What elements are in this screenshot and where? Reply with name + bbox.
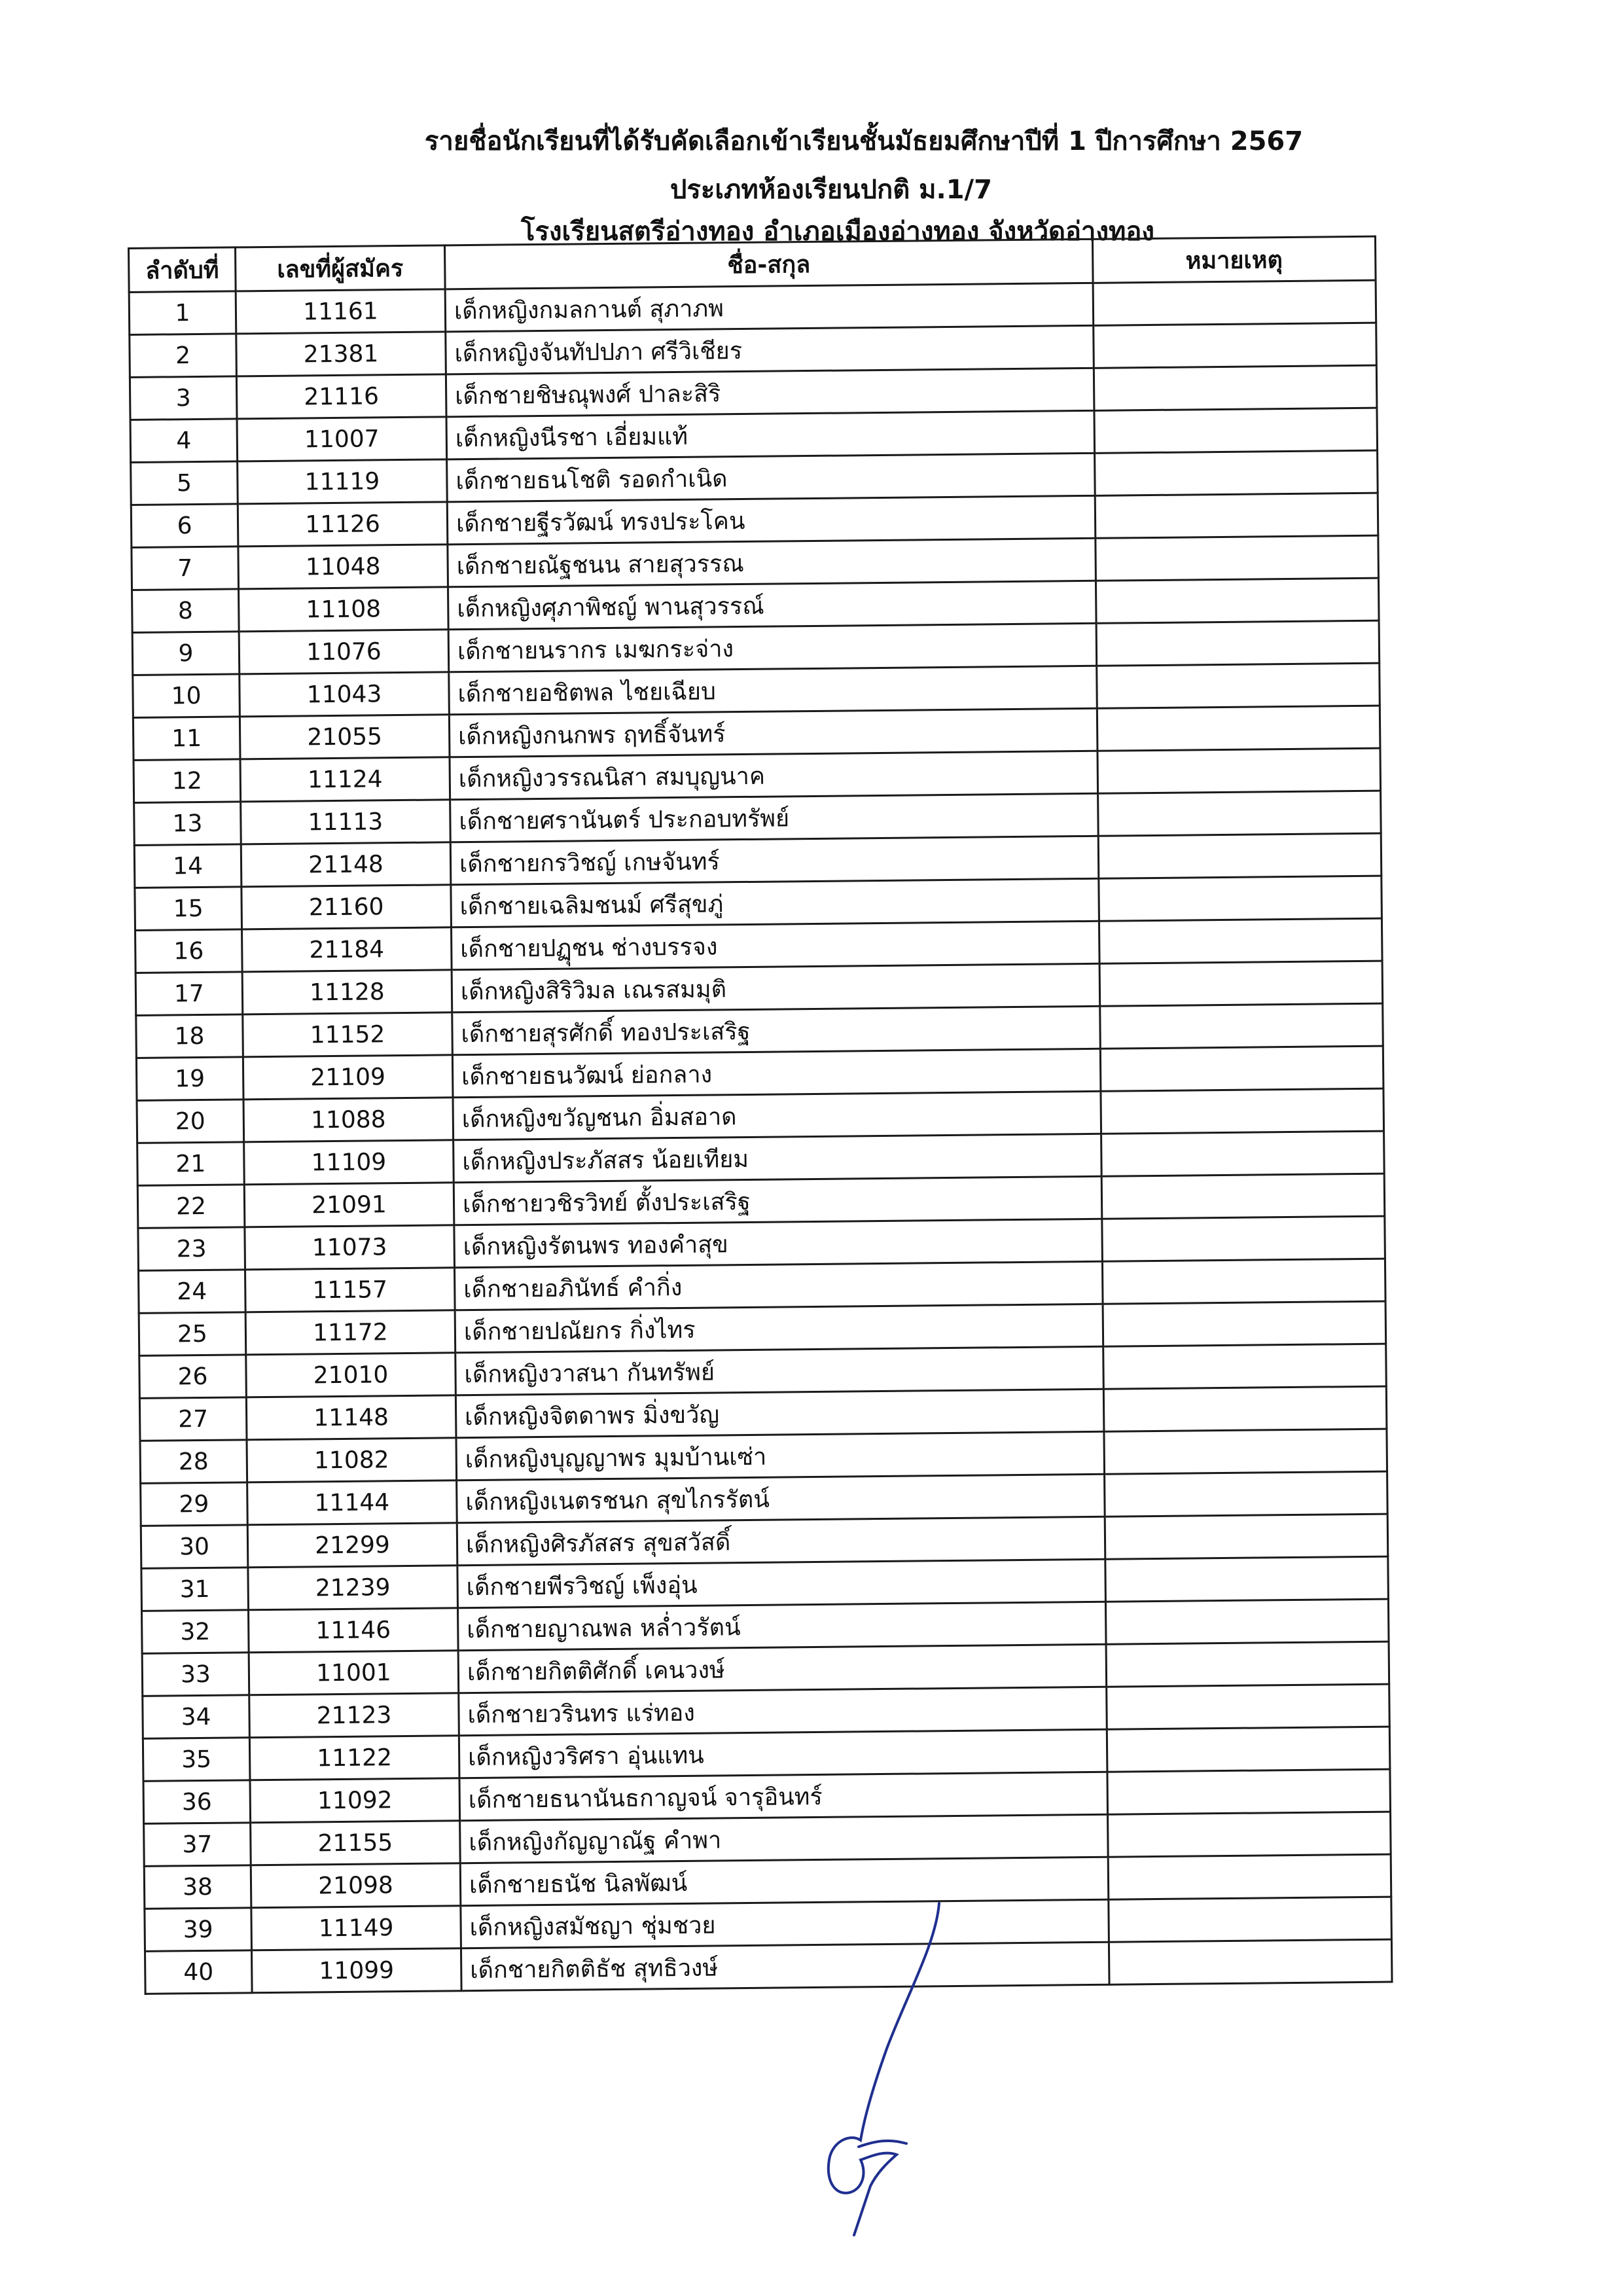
cell-full-name: เด็กหญิงจิตดาพร มิ่งขวัญ <box>455 1389 1104 1438</box>
cell-applicant-number: 21098 <box>251 1863 461 1908</box>
cell-applicant-number: 11161 <box>236 289 446 334</box>
cell-order: 11 <box>133 717 240 761</box>
cell-order: 17 <box>135 972 243 1016</box>
cell-full-name: เด็กหญิงขวัญชนก อิ่มสอาด <box>453 1091 1101 1140</box>
cell-order: 32 <box>141 1610 249 1654</box>
cell-full-name: เด็กชายญาณพล หล่ำวรัตน์ <box>457 1602 1106 1651</box>
cell-applicant-number: 11144 <box>247 1480 457 1525</box>
column-header-remarks: หมายเหตุ <box>1092 236 1376 283</box>
cell-remarks <box>1102 1216 1385 1261</box>
cell-remarks <box>1099 918 1382 963</box>
cell-applicant-number: 11152 <box>243 1013 453 1057</box>
cell-remarks <box>1094 408 1378 453</box>
cell-order: 9 <box>132 632 240 675</box>
cell-full-name: เด็กหญิงศิรภัสสร สุขสวัสดิ์ <box>457 1516 1105 1566</box>
cell-remarks <box>1103 1301 1386 1346</box>
cell-full-name: เด็กหญิงสิริวิมล เณรสมมุติ <box>452 963 1100 1013</box>
cell-applicant-number: 11048 <box>238 545 448 589</box>
cell-remarks <box>1106 1641 1389 1687</box>
cell-remarks <box>1096 535 1379 581</box>
cell-order: 31 <box>141 1568 249 1611</box>
cell-remarks <box>1105 1471 1388 1516</box>
cell-order: 34 <box>143 1695 250 1739</box>
cell-full-name: เด็กชายกรวิชญ์ เกษจันทร์ <box>450 836 1099 885</box>
cell-applicant-number: 11043 <box>240 672 450 717</box>
cell-order: 15 <box>135 887 242 931</box>
cell-remarks <box>1099 876 1382 921</box>
cell-applicant-number: 11092 <box>250 1778 460 1823</box>
column-header-applicant-number: เลขที่ผู้สมัคร <box>236 245 446 291</box>
cell-full-name: เด็กหญิงจันทัปปภา ศรีวิเชียร <box>446 325 1094 374</box>
cell-full-name: เด็กชายธนโชติ รอดกำเนิด <box>447 453 1096 502</box>
cell-remarks <box>1104 1429 1387 1474</box>
cell-applicant-number: 11109 <box>244 1140 454 1185</box>
cell-remarks <box>1094 323 1377 368</box>
cell-full-name: เด็กหญิงรัตนพร ทองคำสุข <box>454 1219 1103 1268</box>
cell-order: 39 <box>145 1908 252 1952</box>
cell-applicant-number: 11099 <box>251 1948 461 1993</box>
cell-full-name: เด็กชายกิตติศักดิ์ เคนวงษ์ <box>458 1644 1107 1693</box>
cell-order: 29 <box>141 1482 248 1526</box>
cell-full-name: เด็กหญิงประภัสสร น้อยเทียม <box>454 1134 1102 1183</box>
student-roster-table <box>128 236 1393 1995</box>
cell-remarks <box>1095 493 1378 538</box>
cell-order: 35 <box>143 1738 250 1782</box>
cell-applicant-number: 21116 <box>236 374 446 419</box>
cell-full-name: เด็กชายปฏุชน ช่างบรรจง <box>451 921 1099 970</box>
cell-full-name: เด็กหญิงวรรณนิสา สมบุญนาค <box>450 751 1098 800</box>
column-header-full-name: ชื่อ-สกุล <box>444 239 1093 289</box>
cell-remarks <box>1107 1769 1391 1814</box>
cell-full-name: เด็กชายอภินัทธ์ คำกิ่ง <box>454 1261 1103 1310</box>
cell-applicant-number: 21155 <box>251 1821 461 1865</box>
cell-full-name: เด็กชายนรากร เมฆกระจ่าง <box>448 623 1097 672</box>
cell-order: 10 <box>133 674 240 718</box>
roster-body <box>129 280 1392 1994</box>
school-name: โรงเรียนสตรีอ่างทอง อำเภอเมืองอ่างทอง จังหวัดอ่างทอง <box>521 217 1154 247</box>
cell-applicant-number: 21123 <box>249 1693 459 1738</box>
cell-order: 30 <box>141 1525 248 1569</box>
cell-order: 8 <box>132 589 240 633</box>
cell-full-name: เด็กชายวชิรวิทย์ ตั้งประเสริฐ <box>454 1176 1102 1225</box>
cell-full-name: เด็กหญิงศุภาพิชญ์ พานสุวรรณ์ <box>448 581 1097 630</box>
cell-remarks <box>1094 365 1377 410</box>
cell-remarks <box>1105 1556 1389 1602</box>
cell-remarks <box>1103 1344 1387 1389</box>
cell-full-name: เด็กชายชิษณุพงศ์ ปาละสิริ <box>446 368 1094 417</box>
document-title: รายชื่อนักเรียนที่ได้รับคัดเลือกเข้าเรียนชั้นมัธยมศึกษาปีที่ 1 ปีการศึกษา 2567 <box>424 126 1304 156</box>
cell-full-name: เด็กชายเฉลิมชนม์ ศรีสุขภู่ <box>451 878 1099 927</box>
cell-applicant-number: 21299 <box>247 1523 457 1568</box>
cell-applicant-number: 11146 <box>248 1608 458 1653</box>
cell-remarks <box>1108 1854 1391 1899</box>
cell-applicant-number: 21381 <box>236 332 446 376</box>
cell-order: 13 <box>134 802 241 846</box>
cell-applicant-number: 11082 <box>247 1438 457 1482</box>
cell-applicant-number: 11073 <box>245 1225 455 1270</box>
cell-applicant-number: 11157 <box>245 1268 455 1312</box>
cell-full-name: เด็กหญิงวริศรา อุ่นแทน <box>459 1729 1107 1778</box>
cell-remarks <box>1108 1812 1391 1857</box>
cell-full-name: เด็กหญิงวาสนา กันทรัพย์ <box>455 1346 1104 1395</box>
cell-remarks <box>1100 1003 1383 1049</box>
cell-applicant-number: 11076 <box>239 630 449 674</box>
cell-remarks <box>1095 450 1378 495</box>
cell-applicant-number: 21091 <box>244 1183 454 1227</box>
cell-order: 16 <box>135 929 243 973</box>
cell-order: 21 <box>137 1142 245 1186</box>
cell-full-name: เด็กชายณัฐชนน สายสุวรรณ <box>448 538 1096 587</box>
cell-order: 6 <box>131 504 238 548</box>
cell-order: 38 <box>144 1865 251 1909</box>
cell-full-name: เด็กชายสุรศักดิ์ ทองประเสริฐ <box>452 1006 1101 1055</box>
cell-applicant-number: 11124 <box>240 757 450 802</box>
cell-remarks <box>1101 1131 1385 1176</box>
cell-order: 26 <box>139 1355 247 1399</box>
cell-applicant-number: 21055 <box>240 715 450 759</box>
cell-order: 40 <box>145 1950 252 1994</box>
cell-full-name: เด็กหญิงบุญญาพร มุมบ้านเซ่า <box>456 1431 1105 1480</box>
cell-full-name: เด็กชายพีรวิชญ์ เพ็งอุ่น <box>457 1559 1106 1608</box>
cell-remarks <box>1097 706 1380 751</box>
cell-order: 7 <box>132 547 239 590</box>
cell-applicant-number: 11148 <box>246 1395 456 1440</box>
cell-applicant-number: 11108 <box>239 587 449 632</box>
cell-full-name: เด็กชายวรินทร แร่ทอง <box>459 1687 1107 1736</box>
cell-full-name: เด็กหญิงกมลกานต์ สุภาภพ <box>445 283 1094 332</box>
cell-full-name: เด็กหญิงนีรชา เอี่ยมแท้ <box>446 410 1095 459</box>
cell-full-name: เด็กชายธนัช นิลพัฒน์ <box>460 1857 1109 1906</box>
cell-applicant-number: 11172 <box>245 1310 455 1355</box>
cell-order: 19 <box>136 1057 243 1101</box>
cell-remarks <box>1100 1046 1383 1091</box>
cell-full-name: เด็กชายปณัยกร กิ่งไทร <box>455 1304 1103 1353</box>
cell-applicant-number: 11119 <box>238 459 448 504</box>
cell-applicant-number: 11149 <box>251 1906 461 1950</box>
cell-applicant-number: 11113 <box>241 800 451 844</box>
cell-applicant-number: 11126 <box>238 502 448 547</box>
cell-applicant-number: 21148 <box>241 842 451 887</box>
cell-remarks <box>1096 620 1380 666</box>
cell-order: 33 <box>142 1653 249 1696</box>
classroom-type: ประเภทห้องเรียนปกติ ม.1/7 <box>670 175 992 205</box>
cell-applicant-number: 21109 <box>243 1055 453 1100</box>
cell-order: 5 <box>131 461 238 505</box>
cell-applicant-number: 11001 <box>249 1651 459 1695</box>
cell-applicant-number: 21239 <box>248 1566 458 1610</box>
cell-remarks <box>1097 663 1380 708</box>
cell-order: 22 <box>137 1185 245 1229</box>
cell-remarks <box>1105 1599 1389 1644</box>
cell-remarks <box>1107 1684 1390 1729</box>
cell-full-name: เด็กหญิงกนกพร ฤทธิ์จันทร์ <box>449 708 1097 757</box>
cell-remarks <box>1107 1727 1390 1772</box>
cell-full-name: เด็กหญิงสมัชญา ชุ่มชวย <box>461 1899 1109 1948</box>
signature <box>772 1898 969 2238</box>
cell-full-name: เด็กชายอชิตพล ไชยเฉียบ <box>449 666 1097 715</box>
cell-order: 14 <box>134 844 241 888</box>
cell-order: 2 <box>130 334 237 378</box>
cell-full-name: เด็กชายธนานันธกาญจน์ จารุอินทร์ <box>459 1772 1108 1821</box>
cell-remarks <box>1102 1259 1385 1304</box>
cell-full-name: เด็กหญิงเนตรชนก สุขไกรรัตน์ <box>457 1474 1105 1523</box>
cell-remarks <box>1101 1088 1384 1134</box>
cell-applicant-number: 21160 <box>241 885 452 929</box>
cell-remarks <box>1101 1174 1385 1219</box>
cell-order: 37 <box>144 1823 251 1867</box>
cell-remarks <box>1093 280 1376 325</box>
cell-applicant-number: 11128 <box>242 970 452 1014</box>
cell-order: 23 <box>138 1227 245 1271</box>
cell-order: 36 <box>143 1780 251 1824</box>
cell-order: 25 <box>139 1312 246 1356</box>
cell-order: 28 <box>140 1440 247 1484</box>
cell-remarks <box>1105 1514 1388 1559</box>
cell-full-name: เด็กชายฐีรวัฒน์ ทรงประโคน <box>447 495 1096 545</box>
cell-order: 18 <box>136 1014 243 1058</box>
cell-full-name: เด็กชายกิตติธัช สุทธิวงษ์ <box>461 1942 1109 1991</box>
cell-order: 20 <box>137 1100 244 1143</box>
cell-order: 12 <box>134 759 241 803</box>
cell-full-name: เด็กชายศรานันตร์ ประกอบทรัพย์ <box>450 793 1099 842</box>
cell-remarks <box>1097 748 1381 793</box>
cell-remarks <box>1103 1386 1387 1431</box>
cell-remarks <box>1099 961 1383 1006</box>
cell-order: 3 <box>130 376 237 420</box>
cell-remarks <box>1109 1897 1392 1942</box>
cell-remarks <box>1098 791 1382 836</box>
cell-applicant-number: 21010 <box>246 1353 456 1397</box>
cell-order: 27 <box>139 1397 247 1441</box>
cell-full-name: เด็กหญิงกัญญาณัฐ คำพา <box>460 1814 1109 1863</box>
column-header-order: ลำดับที่ <box>129 247 236 293</box>
cell-applicant-number: 11088 <box>243 1098 454 1142</box>
cell-order: 4 <box>130 419 238 463</box>
cell-remarks <box>1109 1939 1392 1984</box>
cell-full-name: เด็กชายธนวัฒน์ ย่อกลาง <box>452 1049 1101 1098</box>
cell-order: 24 <box>139 1270 246 1314</box>
cell-remarks <box>1096 578 1379 623</box>
cell-applicant-number: 11122 <box>249 1736 459 1780</box>
cell-remarks <box>1098 833 1382 878</box>
cell-order: 1 <box>129 291 236 335</box>
cell-applicant-number: 21184 <box>242 927 452 972</box>
cell-applicant-number: 11007 <box>237 417 447 461</box>
